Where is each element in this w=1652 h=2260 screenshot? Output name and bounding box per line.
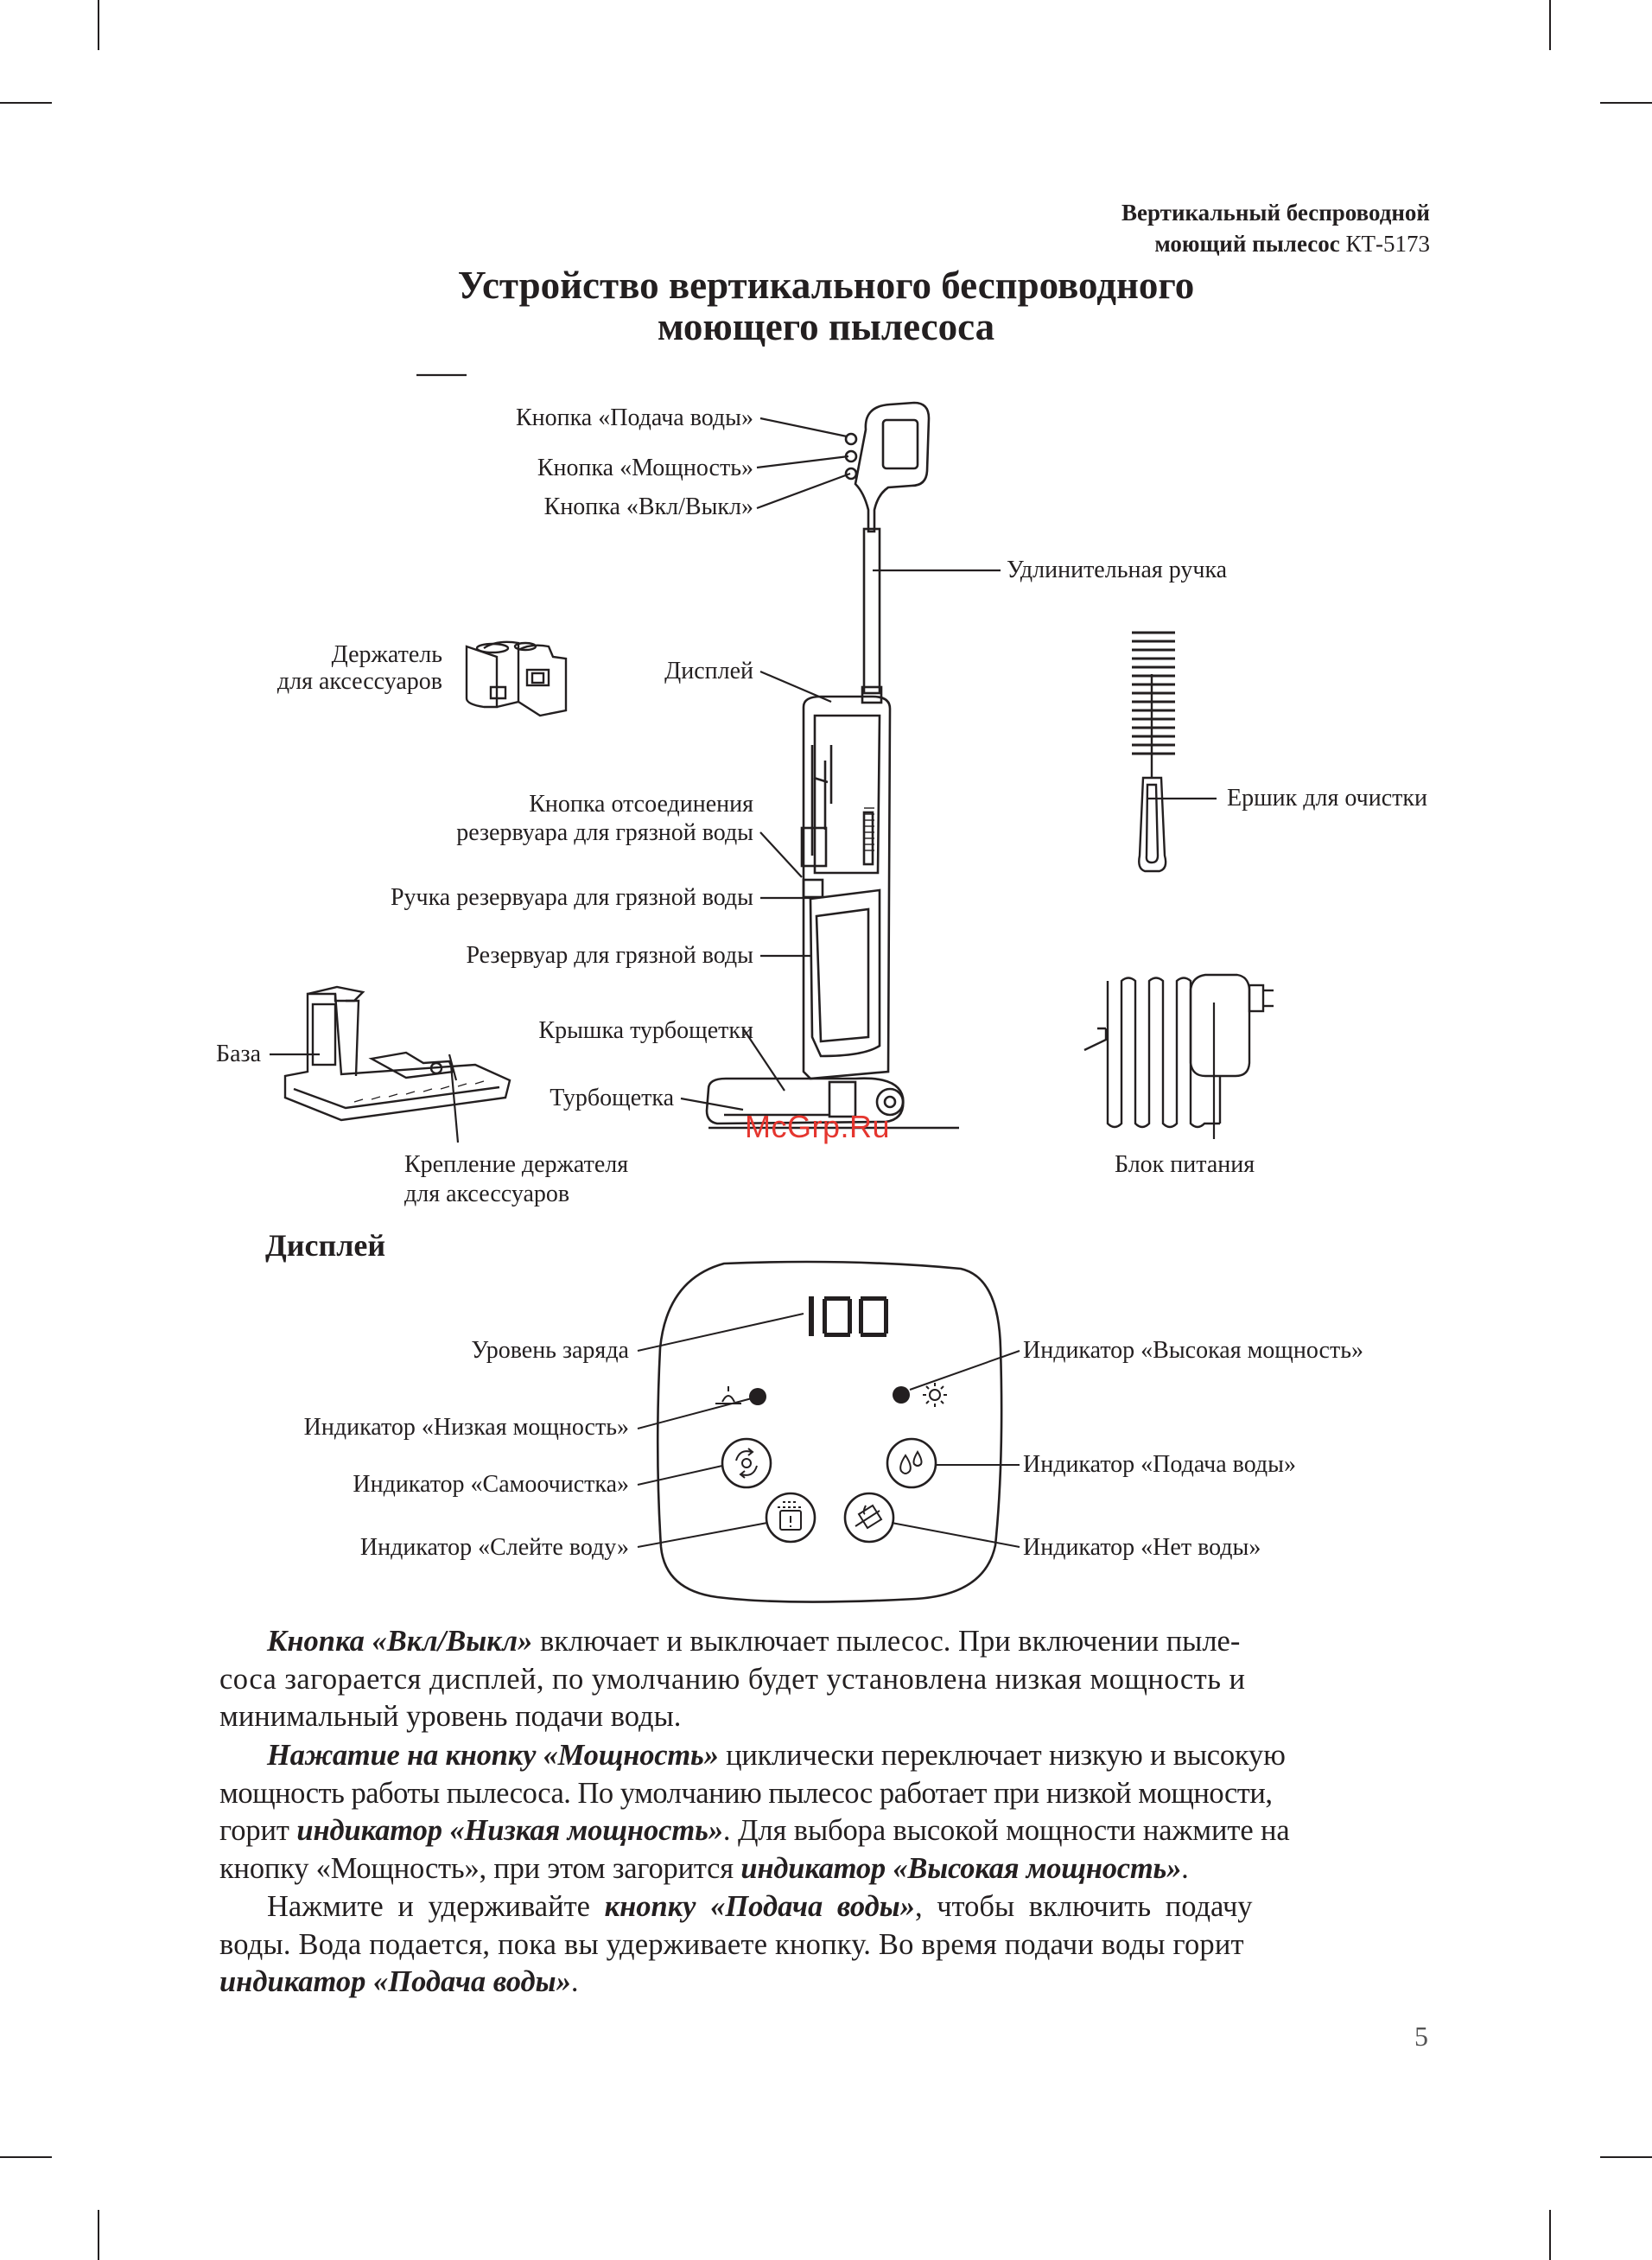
water-drop-icon — [900, 1452, 921, 1474]
label-low-power: Индикатор «Низкая мощность» — [303, 1414, 629, 1441]
high-power-dot — [893, 1386, 910, 1404]
label-base: База — [216, 1041, 261, 1067]
text-line: соса загорается дисплей, по умолчанию будет установлена низкая мощность и — [219, 1662, 1246, 1696]
title-line2: моющего пылесоса — [657, 305, 995, 348]
label-holder-mount-1: Крепление держателя — [404, 1151, 629, 1178]
label-tank-handle: Ручка резервуара для грязной воды — [390, 884, 753, 911]
accessory-holder-illustration — [467, 642, 566, 716]
label-display: Дисплей — [664, 658, 753, 684]
page-number: 5 — [1414, 2021, 1428, 2052]
paragraph-on-off — [219, 1623, 1431, 1736]
label-power-supply: Блок питания — [1115, 1151, 1255, 1178]
label-brush-cover: Крышка турбощетки — [538, 1017, 753, 1044]
label-dirty-tank: Резервуар для грязной воды — [466, 942, 753, 969]
label-self-clean: Индикатор «Самоочистка» — [353, 1471, 629, 1498]
label-water-supply: Индикатор «Подача воды» — [1023, 1451, 1296, 1478]
display-heading: Дисплей — [265, 1228, 386, 1263]
text-line: мощность работы пылесоса. По умолчанию пылесос работает при низкой мощности, — [219, 1776, 1273, 1810]
cleaning-brush-illustration — [1139, 674, 1166, 871]
bold-term: индикатор «Низкая мощность» — [296, 1814, 723, 1847]
text-line — [219, 1737, 1431, 1775]
low-power-icon — [715, 1386, 741, 1404]
low-power-dot — [749, 1388, 766, 1405]
text-line — [219, 1623, 1431, 1661]
drain-water-icon — [778, 1502, 804, 1530]
header-model: КТ-5173 — [1345, 231, 1430, 257]
bold-term: кнопку «Подача воды» — [604, 1890, 915, 1923]
label-on-off-button: Кнопка «Вкл/Выкл» — [543, 493, 753, 520]
text-line: воды. Вода подается, пока вы удерживаете кнопку. Во время подачи воды горит — [219, 1927, 1244, 1961]
label-turbo-brush: Турбощетка — [550, 1085, 674, 1111]
label-water-button: Кнопка «Подача воды» — [515, 404, 753, 431]
header-line1: Вертикальный беспроводной — [1121, 200, 1430, 226]
label-charge-level: Уровень заряда — [471, 1337, 629, 1364]
power-supply-illustration — [1084, 975, 1274, 1127]
no-water-icon — [855, 1506, 881, 1528]
label-high-power: Индикатор «Высокая мощность» — [1023, 1337, 1363, 1364]
high-power-icon — [923, 1383, 947, 1407]
label-release-button-1: Кнопка отсоединения — [529, 791, 753, 818]
water-button-ring — [887, 1439, 936, 1487]
label-no-water: Индикатор «Нет воды» — [1023, 1534, 1261, 1561]
watermark: McGrp.Ru — [745, 1109, 891, 1144]
text-line: минимальный уровень подачи воды. — [219, 1700, 682, 1733]
text-line — [219, 1964, 1431, 2002]
text-line — [219, 1888, 1431, 1926]
self-clean-icon — [736, 1448, 757, 1478]
label-power-button: Кнопка «Мощность» — [537, 455, 753, 481]
text-run: . Для выбора высокой мощности нажмите на — [722, 1814, 1290, 1847]
header-line2: моющий пылесос — [1154, 231, 1340, 257]
text-line — [219, 1812, 1431, 1850]
label-drain-water: Индикатор «Слейте воду» — [359, 1534, 629, 1561]
text-run: горит — [219, 1814, 289, 1847]
bold-term: индикатор «Высокая мощность» — [740, 1851, 1182, 1885]
label-extension-handle: Удлинительная ручка — [1007, 557, 1228, 583]
text-run: циклически переключает низкую и высокую — [726, 1739, 1286, 1772]
bold-term: индикатор «Подача воды» — [219, 1965, 571, 1998]
label-cleaning-brush: Ершик для очистки — [1227, 785, 1427, 812]
text-run: . — [1181, 1851, 1189, 1885]
text-run: . — [570, 1965, 579, 1998]
paragraph-power — [219, 1737, 1431, 1888]
label-accessory-holder-1: Держатель — [331, 641, 442, 668]
text-run: , чтобы включить подачу — [914, 1890, 1253, 1923]
label-release-button-2: резервуара для грязной воды — [456, 819, 753, 846]
bold-term: Кнопка «Вкл/Выкл» — [267, 1625, 533, 1658]
self-clean-button-ring — [722, 1439, 771, 1487]
text-run: кнопку «Мощность», при этом загорится — [219, 1851, 734, 1885]
text-run: включает и выключает пылесос. При включении пыле- — [539, 1625, 1241, 1658]
label-holder-mount-2: для аксессуаров — [404, 1181, 570, 1207]
paragraph-water — [219, 1888, 1431, 2002]
label-accessory-holder-2: для аксессуаров — [276, 668, 442, 695]
title-line1: Устройство вертикального беспроводного — [457, 264, 1195, 307]
bold-term: Нажатие на кнопку «Мощность» — [267, 1739, 719, 1772]
text-line — [219, 1850, 1431, 1888]
text-run: Нажмите и удерживайте — [267, 1890, 590, 1923]
